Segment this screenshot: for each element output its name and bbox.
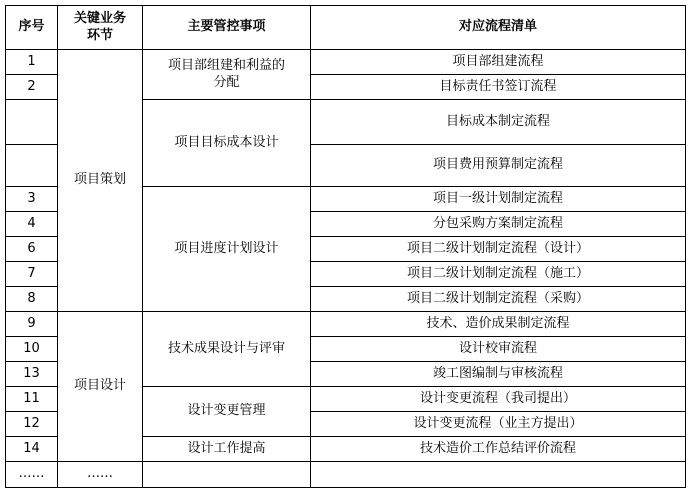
- cell-item: 项目目标成本设计: [143, 100, 311, 187]
- cell-no: 10: [6, 337, 58, 362]
- cell-flow: 设计变更流程（我司提出）: [311, 387, 686, 412]
- cell-flow: [311, 462, 686, 488]
- table-header-row: [6, 6, 686, 50]
- cell-no: 2: [6, 75, 58, 100]
- cell-no: 6: [6, 237, 58, 262]
- cell-flow: 项目二级计划制定流程（采购）: [311, 287, 686, 312]
- header-cell-no: 序号: [6, 6, 58, 50]
- cell-flow: 分包采购方案制定流程: [311, 212, 686, 237]
- header-link-line1: 关键业务: [73, 11, 126, 27]
- cell-flow: 项目二级计划制定流程（施工）: [311, 262, 686, 287]
- cell-no: 7: [6, 262, 58, 287]
- control-items-table: [5, 5, 686, 488]
- cell-flow: 目标成本制定流程: [311, 100, 686, 145]
- cell-item: 设计变更管理: [143, 387, 311, 437]
- cell-item-line1: 项目部组建和利益的: [167, 58, 285, 74]
- cell-item-line2: 分配: [213, 74, 240, 90]
- cell-flow: 设计变更流程（业主方提出）: [311, 412, 686, 437]
- header-cell-item: 主要管控事项: [143, 6, 311, 50]
- cell-no: 14: [6, 437, 58, 462]
- cell-flow: 竣工图编制与审核流程: [311, 362, 686, 387]
- cell-no: 13: [6, 362, 58, 387]
- cell-item: 设计工作提高: [143, 437, 311, 462]
- header-link-line2: 环节: [86, 27, 113, 43]
- cell-no: [6, 145, 58, 187]
- table-row: [6, 50, 686, 75]
- cell-no: 11: [6, 387, 58, 412]
- cell-no: 1: [6, 50, 58, 75]
- cell-link-group: 项目设计: [58, 312, 143, 462]
- cell-flow: 目标责任书签订流程: [311, 75, 686, 100]
- cell-no: 12: [6, 412, 58, 437]
- cell-no: 8: [6, 287, 58, 312]
- cell-no: 3: [6, 187, 58, 212]
- header-cell-link: [58, 6, 143, 50]
- cell-flow: 技术造价工作总结评价流程: [311, 437, 686, 462]
- table-row: [6, 312, 686, 337]
- header-cell-flow: 对应流程清单: [311, 6, 686, 50]
- cell-flow: 设计校审流程: [311, 337, 686, 362]
- cell-flow: 项目二级计划制定流程（设计）: [311, 237, 686, 262]
- cell-flow: 项目一级计划制定流程: [311, 187, 686, 212]
- cell-flow: 项目费用预算制定流程: [311, 145, 686, 187]
- cell-item: [143, 50, 311, 100]
- cell-flow: 技术、造价成果制定流程: [311, 312, 686, 337]
- cell-no: 4: [6, 212, 58, 237]
- cell-item: [143, 462, 311, 488]
- cell-link: ……: [58, 462, 143, 488]
- cell-item: 技术成果设计与评审: [143, 312, 311, 387]
- cell-no: 9: [6, 312, 58, 337]
- cell-link-group: 项目策划: [58, 50, 143, 312]
- table-row-ellipsis: [6, 462, 686, 488]
- cell-item: 项目进度计划设计: [143, 187, 311, 312]
- document-page: [0, 5, 690, 496]
- cell-no: ……: [6, 462, 58, 488]
- cell-no: [6, 100, 58, 145]
- cell-flow: 项目部组建流程: [311, 50, 686, 75]
